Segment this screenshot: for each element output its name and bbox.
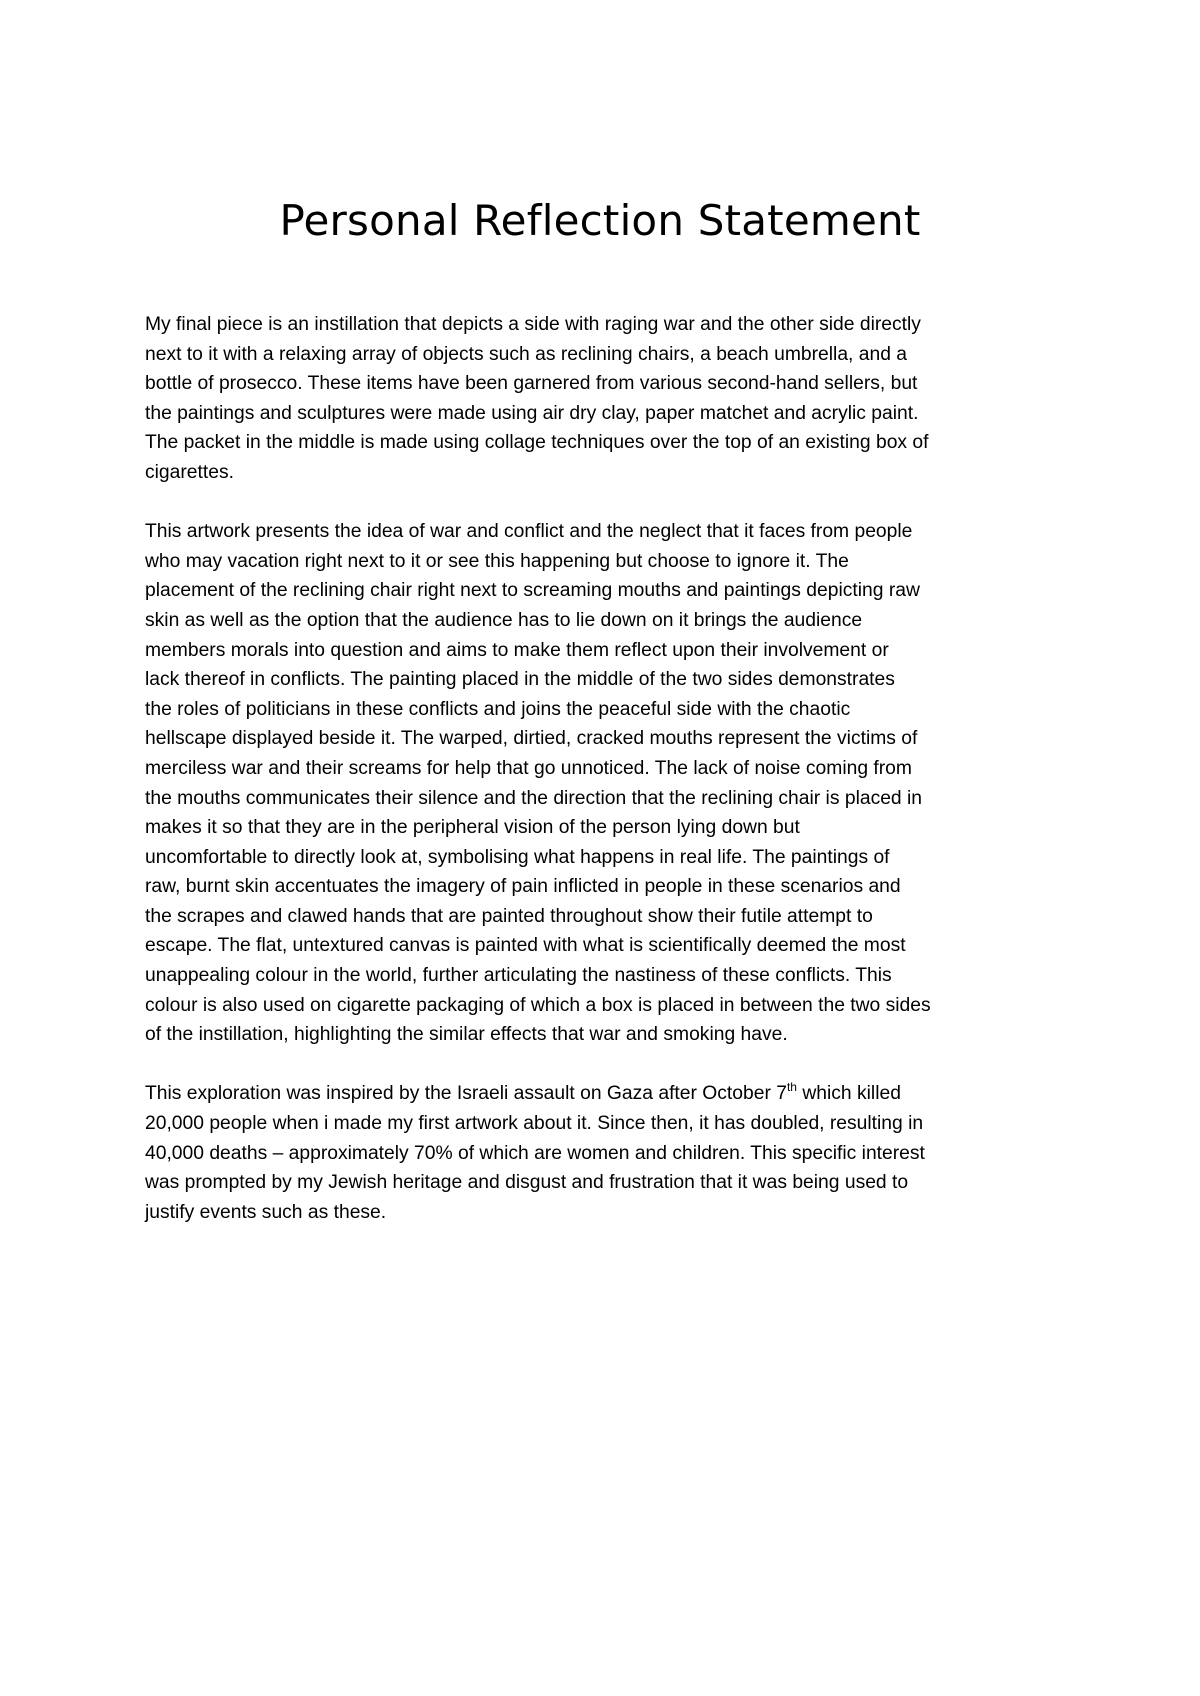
document-title: Personal Reflection Statement	[279, 196, 921, 245]
text-line: colour is also used on cigarette packaging of which a box is placed in between the two sides	[145, 994, 931, 1016]
text-line: My final piece is an instillation that depicts a side with raging war and the other side directly	[145, 314, 921, 335]
superscript: th	[786, 1080, 797, 1095]
text-line: members morals into question and aims to make them reflect upon their involvement or	[145, 639, 889, 661]
text-line: 20,000 people when i made my first artwork about it. Since then, it has doubled, resulting in	[145, 1113, 924, 1135]
paragraph-3	[145, 1079, 1070, 1227]
text-line: bottle of prosecco. These items have been garnered from various second-hand sellers, but	[145, 373, 918, 395]
text-line: justify events such as these.	[145, 1201, 387, 1223]
text-line: the roles of politicians in these conflicts and joins the peaceful side with the chaotic	[145, 698, 851, 720]
text-segment: This exploration was inspired by the Israeli assault on Gaza after October 7	[145, 1083, 787, 1105]
text-line: cigarettes.	[145, 461, 234, 483]
text-line: raw, burnt skin accentuates the imagery of pain inflicted in people in these scenarios and	[145, 876, 901, 898]
text-line: skin as well as the option that the audience has to lie down on it brings the audience	[145, 609, 863, 631]
text-line: escape. The flat, untextured canvas is painted with what is scientifically deemed the most	[145, 935, 906, 957]
text-line: who may vacation right next to it or see this happening but choose to ignore it. The	[145, 550, 849, 572]
text-line: makes it so that they are in the peripheral vision of the person lying down but	[145, 817, 800, 839]
text-line: hellscape displayed beside it. The warped, dirtied, cracked mouths represent the victims of	[145, 728, 918, 750]
text-line: lack thereof in conflicts. The painting placed in the middle of the two sides demonstrates	[145, 669, 895, 691]
document-body	[145, 310, 1070, 1257]
paragraph-2	[145, 517, 1070, 1050]
text-line: merciless war and their screams for help that go unnoticed. The lack of noise coming from	[145, 757, 912, 779]
text-line: 40,000 deaths – approximately 70% of which are women and children. This specific interest	[145, 1142, 925, 1164]
text-line: The packet in the middle is made using collage techniques over the top of an existing box of	[145, 432, 929, 454]
text-line: the mouths communicates their silence and the direction that the reclining chair is placed in	[145, 787, 923, 809]
text-line: placement of the reclining chair right next to screaming mouths and paintings depicting raw	[145, 580, 920, 602]
text-line: unappealing colour in the world, further articulating the nastiness of these conflicts. This	[145, 965, 892, 987]
text-line: of the instillation, highlighting the similar effects that war and smoking have.	[145, 1024, 788, 1046]
paragraph-1	[145, 310, 1070, 488]
text-line: next to it with a relaxing array of objects such as reclining chairs, a beach umbrella, and a	[145, 343, 908, 365]
text-segment: which killed	[796, 1083, 901, 1105]
text-line: This artwork presents the idea of war and conflict and the neglect that it faces from people	[145, 521, 913, 543]
text-line: the paintings and sculptures were made using air dry clay, paper matchet and acrylic paint.	[145, 402, 919, 424]
text-line: uncomfortable to directly look at, symbolising what happens in real life. The paintings of	[145, 846, 890, 868]
text-line	[145, 1079, 1070, 1109]
text-line: the scrapes and clawed hands that are painted throughout show their futile attempt to	[145, 905, 873, 927]
text-line: was prompted by my Jewish heritage and disgust and frustration that it was being used to	[145, 1172, 909, 1194]
